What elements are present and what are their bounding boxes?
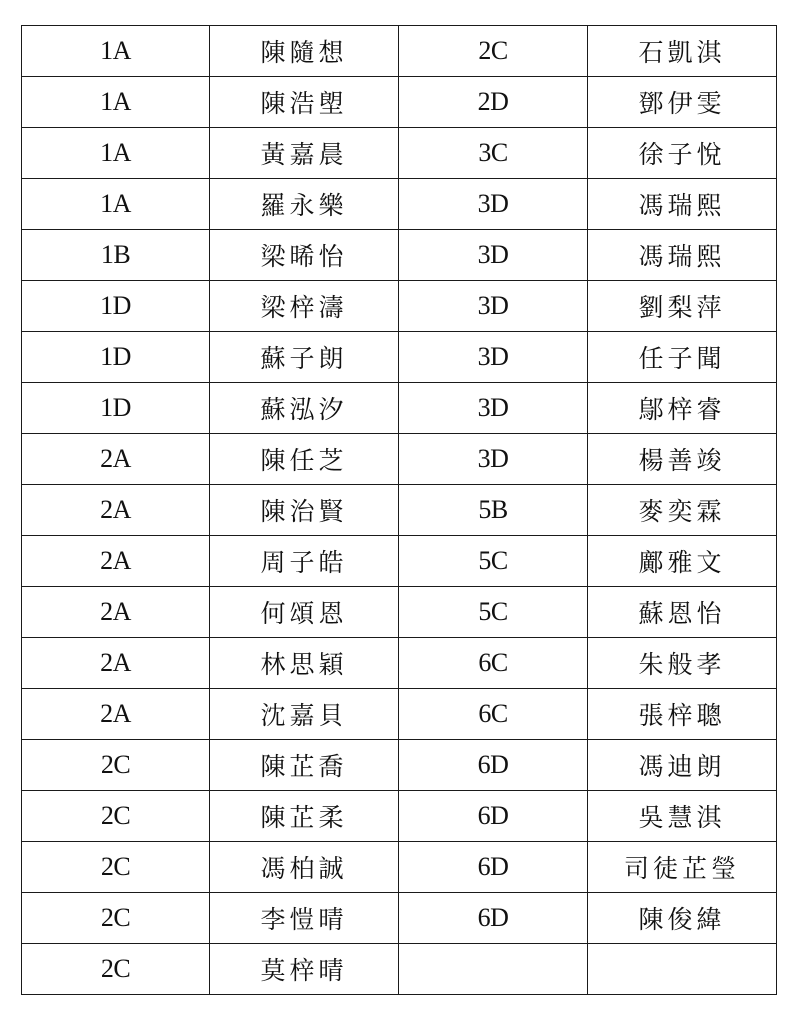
- right-name-cell: 馮瑞熙: [588, 230, 777, 281]
- right-class-cell: 3D: [399, 383, 588, 434]
- right-name-cell: 麥奕霖: [588, 485, 777, 536]
- left-name-cell: 何頌恩: [210, 587, 399, 638]
- left-class-cell: 1B: [22, 230, 210, 281]
- left-name-cell: 陳任芝: [210, 434, 399, 485]
- right-class-cell: 6C: [399, 638, 588, 689]
- table-row: [22, 179, 777, 230]
- student-roster-sheet: [21, 25, 776, 991]
- left-class-cell: 1A: [22, 179, 210, 230]
- left-name-cell: 蘇泓汐: [210, 383, 399, 434]
- right-name-cell: 陳俊緯: [588, 893, 777, 944]
- table-row: [22, 485, 777, 536]
- table-row: [22, 26, 777, 77]
- left-class-cell: 2A: [22, 587, 210, 638]
- right-name-cell: 鄔梓睿: [588, 383, 777, 434]
- left-class-cell: 2C: [22, 791, 210, 842]
- table-row: [22, 128, 777, 179]
- right-name-cell: 劉梨萍: [588, 281, 777, 332]
- table-row: [22, 281, 777, 332]
- table-row: [22, 587, 777, 638]
- right-name-cell: 鄺雅文: [588, 536, 777, 587]
- left-name-cell: 陳浩塱: [210, 77, 399, 128]
- left-class-cell: 1A: [22, 77, 210, 128]
- left-class-cell: 2A: [22, 638, 210, 689]
- table-row: [22, 536, 777, 587]
- left-name-cell: 馮柏誠: [210, 842, 399, 893]
- right-name-cell: 馮迪朗: [588, 740, 777, 791]
- right-class-cell: 3D: [399, 179, 588, 230]
- table-row: [22, 434, 777, 485]
- right-class-cell: 6D: [399, 740, 588, 791]
- right-name-cell: 吳慧淇: [588, 791, 777, 842]
- right-class-cell-empty: [399, 944, 588, 995]
- left-name-cell: 黃嘉晨: [210, 128, 399, 179]
- left-name-cell: 羅永樂: [210, 179, 399, 230]
- right-name-cell: 蘇恩怡: [588, 587, 777, 638]
- right-class-cell: 3D: [399, 230, 588, 281]
- right-name-cell: 石凱淇: [588, 26, 777, 77]
- right-class-cell: 3D: [399, 434, 588, 485]
- right-class-cell: 6D: [399, 893, 588, 944]
- table-row: [22, 944, 777, 995]
- left-class-cell: 2C: [22, 842, 210, 893]
- right-name-cell: 任子聞: [588, 332, 777, 383]
- right-name-cell: 朱般孝: [588, 638, 777, 689]
- left-name-cell: 李愷晴: [210, 893, 399, 944]
- left-name-cell: 蘇子朗: [210, 332, 399, 383]
- roster-body: [22, 26, 777, 995]
- left-name-cell: 梁梓濤: [210, 281, 399, 332]
- left-class-cell: 1D: [22, 383, 210, 434]
- left-class-cell: 2C: [22, 893, 210, 944]
- right-name-cell: 馮瑞熙: [588, 179, 777, 230]
- right-name-cell: 楊善竣: [588, 434, 777, 485]
- left-class-cell: 2A: [22, 434, 210, 485]
- right-class-cell: 2C: [399, 26, 588, 77]
- table-row: [22, 842, 777, 893]
- right-class-cell: 6D: [399, 842, 588, 893]
- left-name-cell: 陳隨想: [210, 26, 399, 77]
- table-row: [22, 689, 777, 740]
- left-name-cell: 莫梓晴: [210, 944, 399, 995]
- left-class-cell: 2C: [22, 944, 210, 995]
- left-name-cell: 林思穎: [210, 638, 399, 689]
- table-row: [22, 791, 777, 842]
- right-class-cell: 6C: [399, 689, 588, 740]
- left-class-cell: 1A: [22, 128, 210, 179]
- right-class-cell: 6D: [399, 791, 588, 842]
- left-class-cell: 1A: [22, 26, 210, 77]
- right-class-cell: 5C: [399, 587, 588, 638]
- right-name-cell: 司徒芷瑩: [588, 842, 777, 893]
- right-class-cell: 2D: [399, 77, 588, 128]
- table-row: [22, 383, 777, 434]
- right-name-cell: 徐子悅: [588, 128, 777, 179]
- right-class-cell: 3C: [399, 128, 588, 179]
- table-row: [22, 332, 777, 383]
- left-class-cell: 1D: [22, 332, 210, 383]
- left-class-cell: 2A: [22, 485, 210, 536]
- left-name-cell: 陳芷喬: [210, 740, 399, 791]
- right-name-cell: 鄧伊雯: [588, 77, 777, 128]
- right-name-cell: 張梓聰: [588, 689, 777, 740]
- right-class-cell: 3D: [399, 281, 588, 332]
- table-row: [22, 740, 777, 791]
- table-row: [22, 230, 777, 281]
- table-row: [22, 77, 777, 128]
- left-name-cell: 陳芷柔: [210, 791, 399, 842]
- right-class-cell: 5C: [399, 536, 588, 587]
- table-row: [22, 893, 777, 944]
- right-class-cell: 3D: [399, 332, 588, 383]
- left-class-cell: 2A: [22, 689, 210, 740]
- student-roster-table: [21, 25, 777, 995]
- left-name-cell: 陳治賢: [210, 485, 399, 536]
- left-class-cell: 2A: [22, 536, 210, 587]
- right-class-cell: 5B: [399, 485, 588, 536]
- table-row: [22, 638, 777, 689]
- left-name-cell: 沈嘉貝: [210, 689, 399, 740]
- left-name-cell: 周子皓: [210, 536, 399, 587]
- right-name-cell-empty: [588, 944, 777, 995]
- left-name-cell: 梁晞怡: [210, 230, 399, 281]
- left-class-cell: 2C: [22, 740, 210, 791]
- left-class-cell: 1D: [22, 281, 210, 332]
